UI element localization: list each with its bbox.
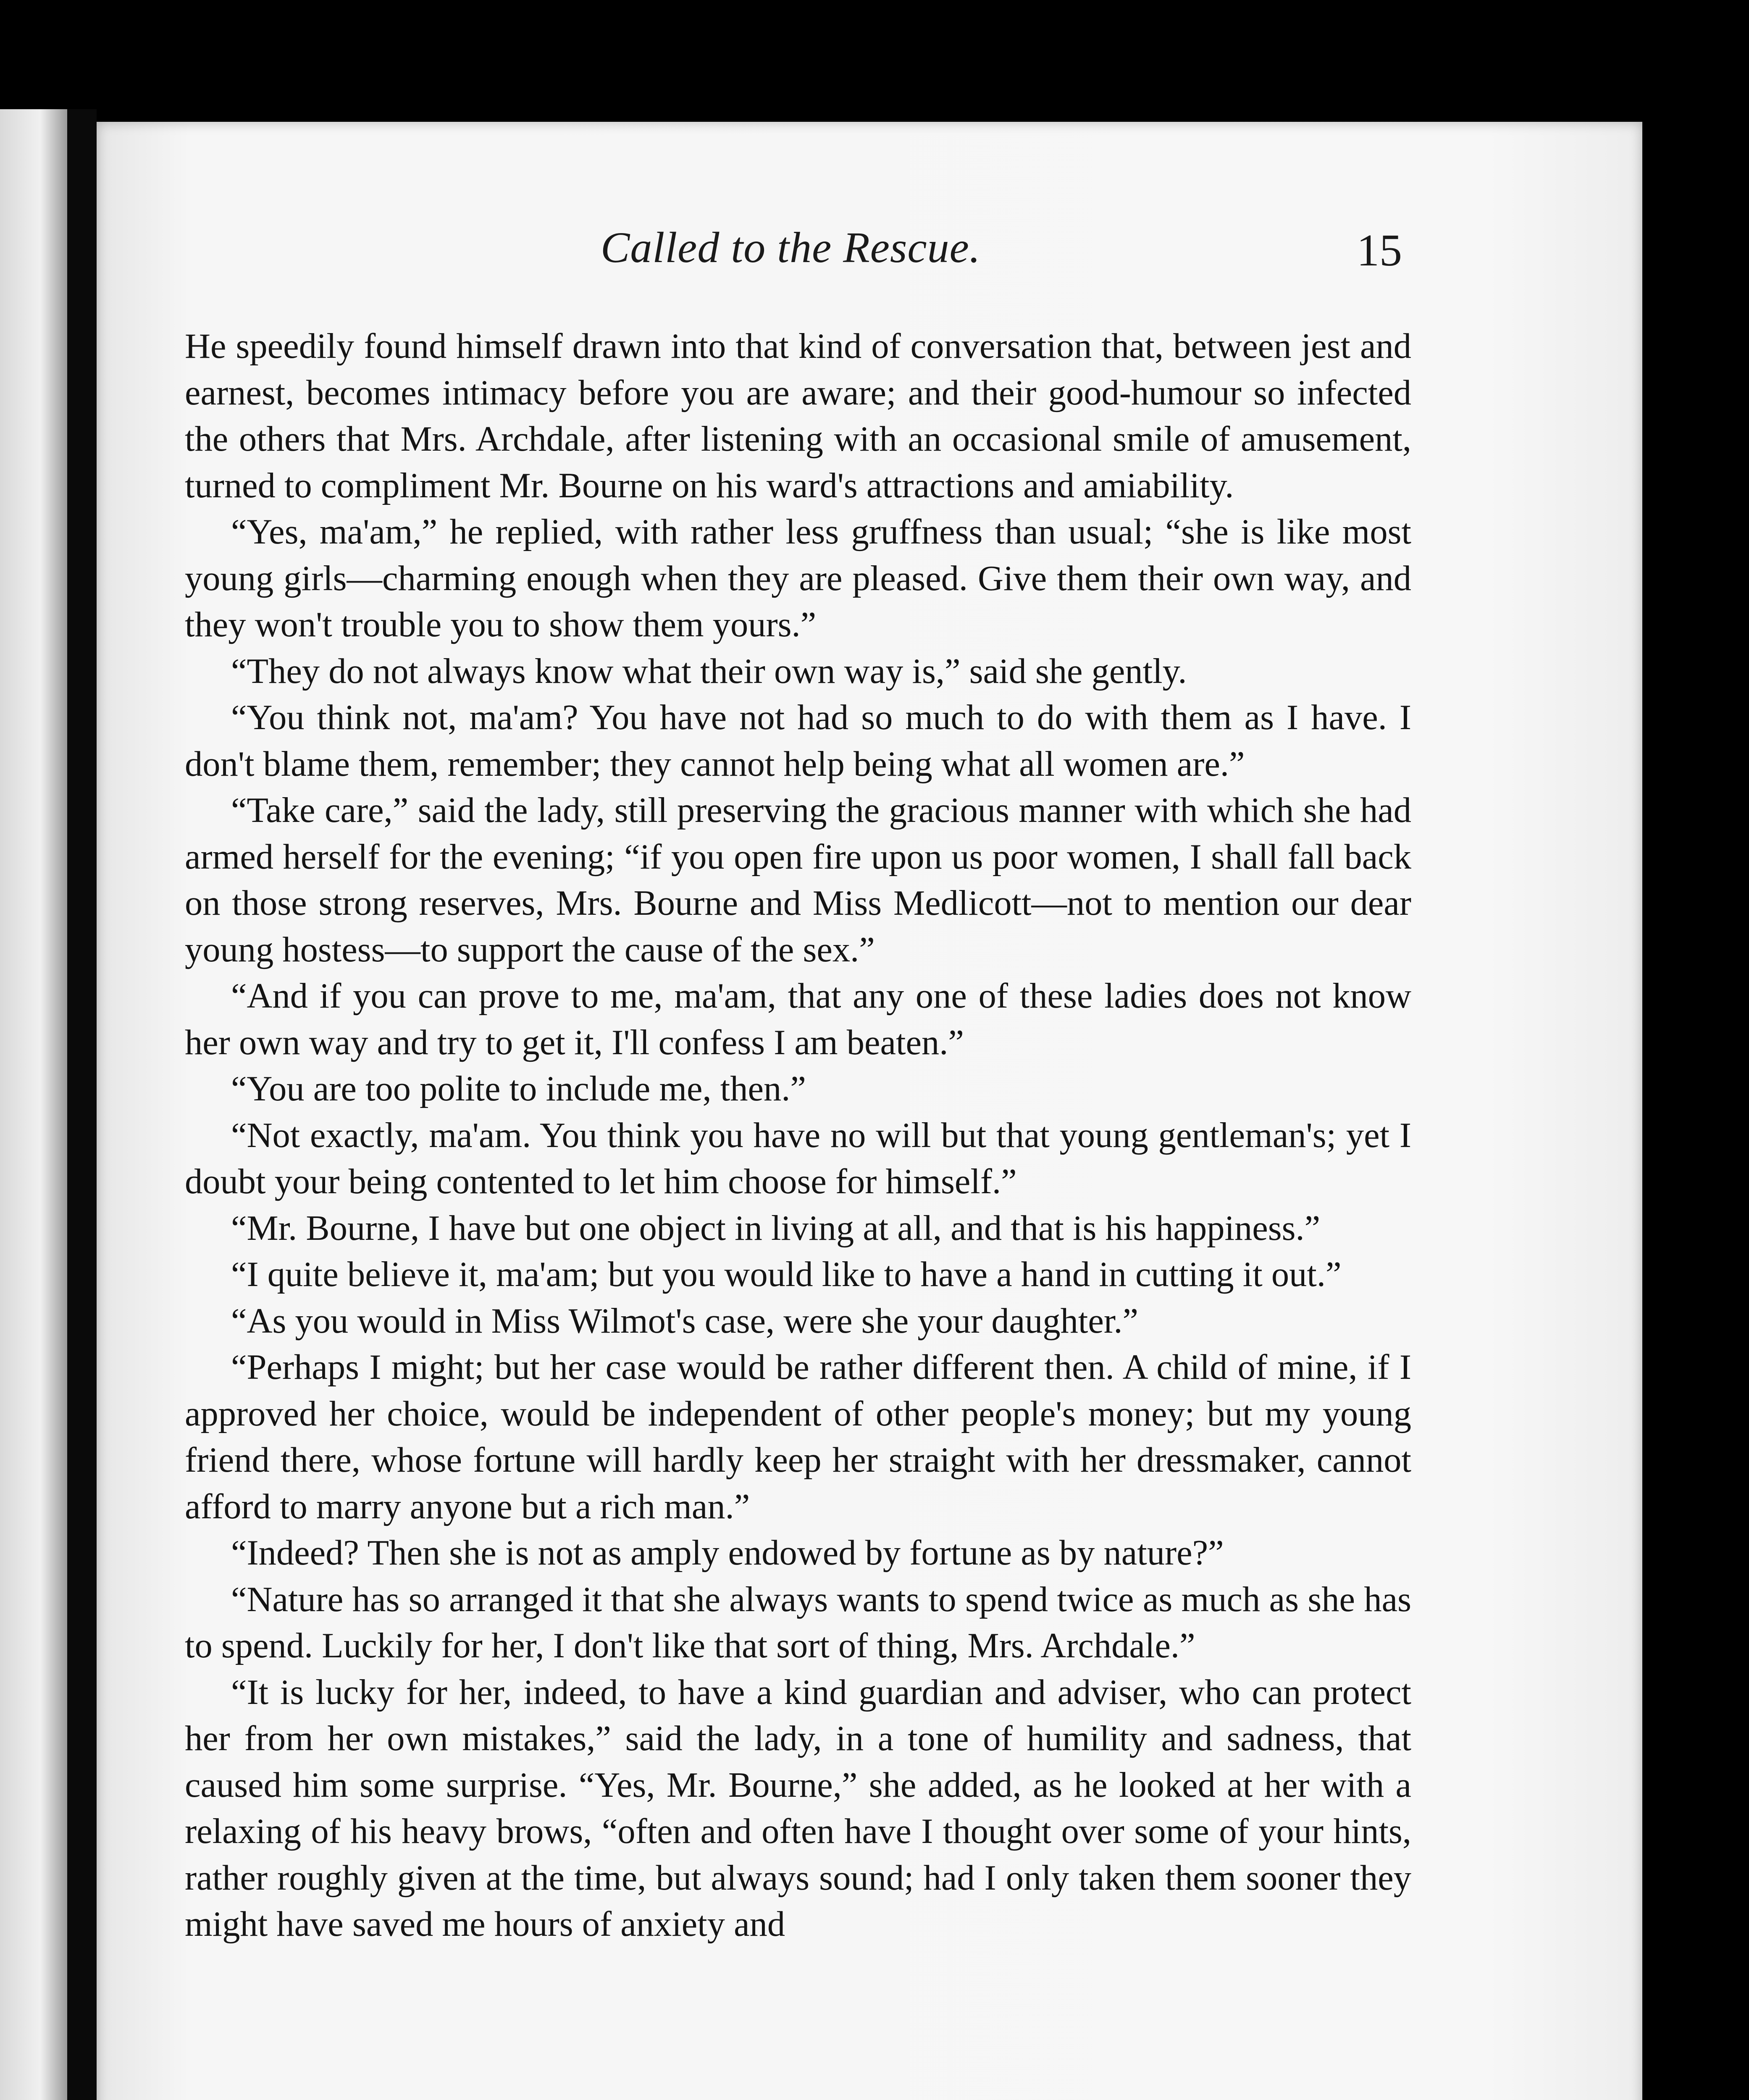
paragraph: “You are too polite to include me, then.” [231, 1069, 806, 1108]
running-head: Called to the Rescue. [601, 223, 981, 272]
page-number: 15 [1357, 226, 1402, 276]
paragraph: “And if you can prove to me, ma'am, that any one of these ladies does not know her own way and try to get it, I'll confess I am beaten.” [185, 976, 1411, 1062]
paragraph: “Not exactly, ma'am. You think you have no will but that young gentleman's; yet I doubt your being contented to let him choose for himself.” [185, 1116, 1411, 1201]
paragraph: “I quite believe it, ma'am; but you would like to have a hand in cutting it out.” [231, 1255, 1342, 1294]
paragraph: He speedily found himself drawn into that kind of conversation that, between jest and earnest, becomes intimacy before you are aware; and their good-humour so infected the others that Mrs. Archdale, after listening with an occasional smile of amusement, turned to compliment Mr. Bourne on his ward's attractions and amiability. [185, 327, 1411, 505]
paragraph: “You think not, ma'am? You have not had so much to do with them as I have. I don't blame them, remember; they cannot help being what all women are.” [185, 698, 1411, 784]
paragraph: “They do not always know what their own way is,” said she gently. [231, 651, 1187, 691]
paragraph: “As you would in Miss Wilmot's case, were she your daughter.” [231, 1301, 1138, 1341]
paragraph: “Mr. Bourne, I have but one object in living at all, and that is his happiness.” [231, 1208, 1321, 1248]
body-text [185, 323, 1411, 1948]
paragraph: “Perhaps I might; but her case would be rather different then. A child of mine, if I approved her choice, would be independent of other people's money; but my young friend there, whose fortune will hardly keep her straight with her dressmaker, cannot afford to marry anyone but a rich man.” [185, 1348, 1411, 1526]
paragraph: “Indeed? Then she is not as amply endowed by fortune as by nature?” [231, 1533, 1224, 1572]
paragraph: “It is lucky for her, indeed, to have a kind guardian and adviser, who can protect her from her own mistakes,” said the lady, in a tone of humility and sadness, that caused him some surprise. “Yes, Mr. Bourne,” she added, as he looked at her with a relaxing of his heavy brows, “often and often have I thought over some of your hints, rather roughly given at the time, but always sound; had I only taken them sooner they might have saved me hours of anxiety and [185, 1672, 1411, 1944]
paragraph: “Nature has so arranged it that she always wants to spend twice as much as she has to spend. Luckily for her, I don't like that sort of thing, Mrs. Archdale.” [185, 1580, 1411, 1665]
gutter-shadow [67, 109, 97, 2100]
paragraph: “Yes, ma'am,” he replied, with rather less gruffness than usual; “she is like most young girls—charming enough when they are pleased. Give them their own way, and they won't trouble you to show them yours.” [185, 512, 1411, 644]
previous-page-edge [0, 109, 67, 2100]
paragraph: “Take care,” said the lady, still preserving the gracious manner with which she had armed herself for the evening; “if you open fire upon us poor women, I shall fall back on those strong reserves, Mrs. Bourne and Miss Medlicott—not to mention our dear young hostess—to support the cause of the sex.” [185, 791, 1411, 969]
